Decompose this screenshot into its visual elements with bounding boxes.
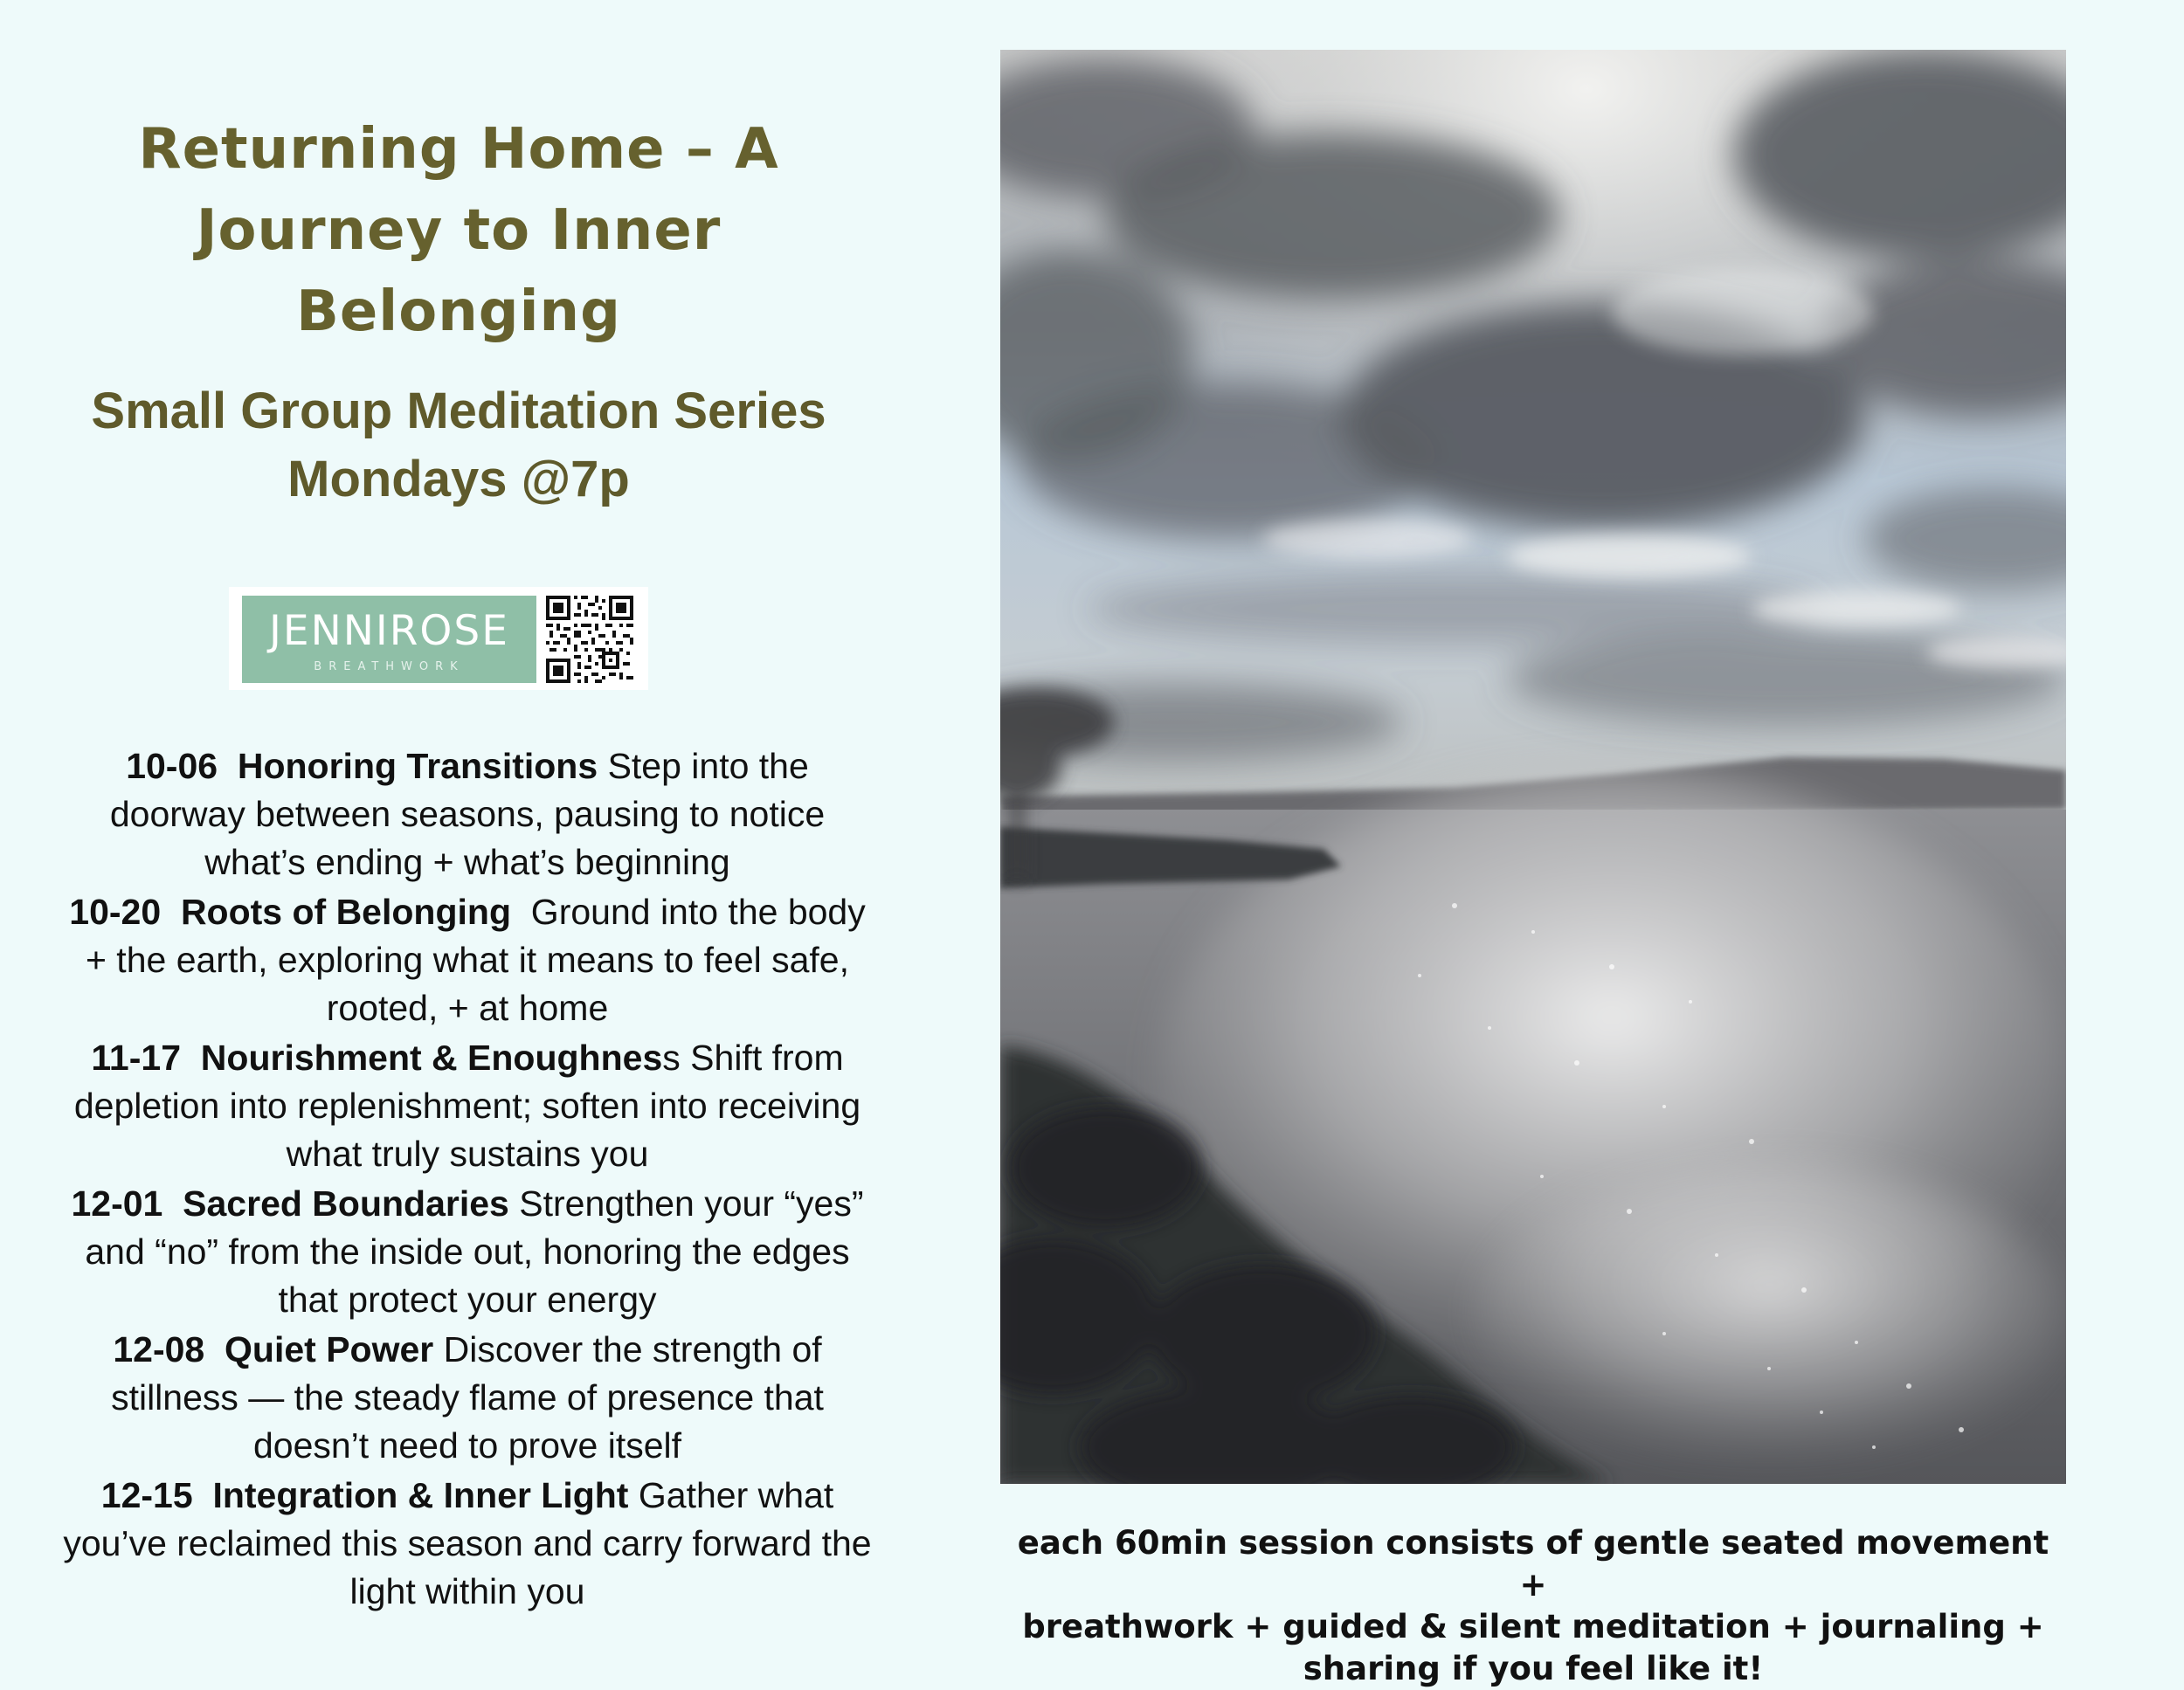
- brand-logo-block: [229, 587, 648, 690]
- title-line-2: Journey to Inner: [196, 198, 722, 263]
- brand-name: JENNIROSE: [269, 607, 509, 655]
- qr-code-icon[interactable]: [546, 596, 633, 683]
- event-title: [44, 109, 874, 353]
- caption-line-2: breathwork + guided & silent meditation + journaling +: [1022, 1608, 2044, 1645]
- session-description: Ground into the body + the earth, exploring what it means to feel safe, rooted, + at home: [85, 892, 866, 1028]
- session-title: Nourishment & Enoughnes: [200, 1038, 663, 1078]
- session-description: Shift from depletion into replenishment; soften into receiving what truly sustains you: [73, 1038, 861, 1174]
- event-subtitle: [44, 377, 874, 514]
- session-date: 12-15: [100, 1475, 193, 1515]
- caption-line-3: sharing if you feel like it!: [1303, 1650, 1764, 1687]
- seascape-photo: [1000, 50, 2066, 1484]
- subtitle-line-1: Small Group Meditation Series: [91, 383, 826, 439]
- session-title-tail: s: [662, 1038, 681, 1078]
- session-date: 10-20: [69, 892, 162, 932]
- session-item: [61, 742, 874, 886]
- session-schedule: [61, 742, 874, 1618]
- session-item: [61, 1034, 874, 1178]
- session-description: Step into the doorway between seasons, pausing to notice what’s ending + what’s beginning: [109, 746, 826, 882]
- session-description: Gather what you’ve reclaimed this season and carry forward the light within you: [63, 1475, 872, 1611]
- session-title: Sacred Boundaries: [183, 1183, 509, 1224]
- session-description: Strengthen your “yes” and “no” from the inside out, honoring the edges that protect your energy: [85, 1183, 864, 1320]
- brand-logo: [242, 596, 536, 683]
- session-date: 12-01: [71, 1183, 163, 1224]
- title-line-3: Belonging: [296, 279, 621, 344]
- session-item: [61, 1180, 874, 1324]
- session-date: 10-06: [126, 746, 218, 786]
- session-title: Quiet Power: [225, 1329, 434, 1369]
- title-line-1: Returning Home – A: [138, 117, 779, 182]
- session-date: 12-08: [113, 1329, 205, 1369]
- session-title: Roots of Belonging: [180, 892, 511, 932]
- session-item: [61, 888, 874, 1032]
- subtitle-line-2: Mondays @7p: [287, 451, 630, 507]
- session-title: Honoring Transitions: [237, 746, 598, 786]
- session-date: 11-17: [91, 1038, 181, 1078]
- session-title: Integration & Inner Light: [212, 1475, 629, 1515]
- caption-line-1: each 60min session consists of gentle seated movement +: [1017, 1524, 2049, 1604]
- session-item: [61, 1326, 874, 1470]
- session-item: [61, 1472, 874, 1616]
- brand-tagline: BREATHWORK: [314, 660, 465, 673]
- session-format-caption: [1000, 1522, 2066, 1690]
- session-description: Discover the strength of stillness — the steady flame of presence that doesn’t need to prove itself: [111, 1329, 824, 1466]
